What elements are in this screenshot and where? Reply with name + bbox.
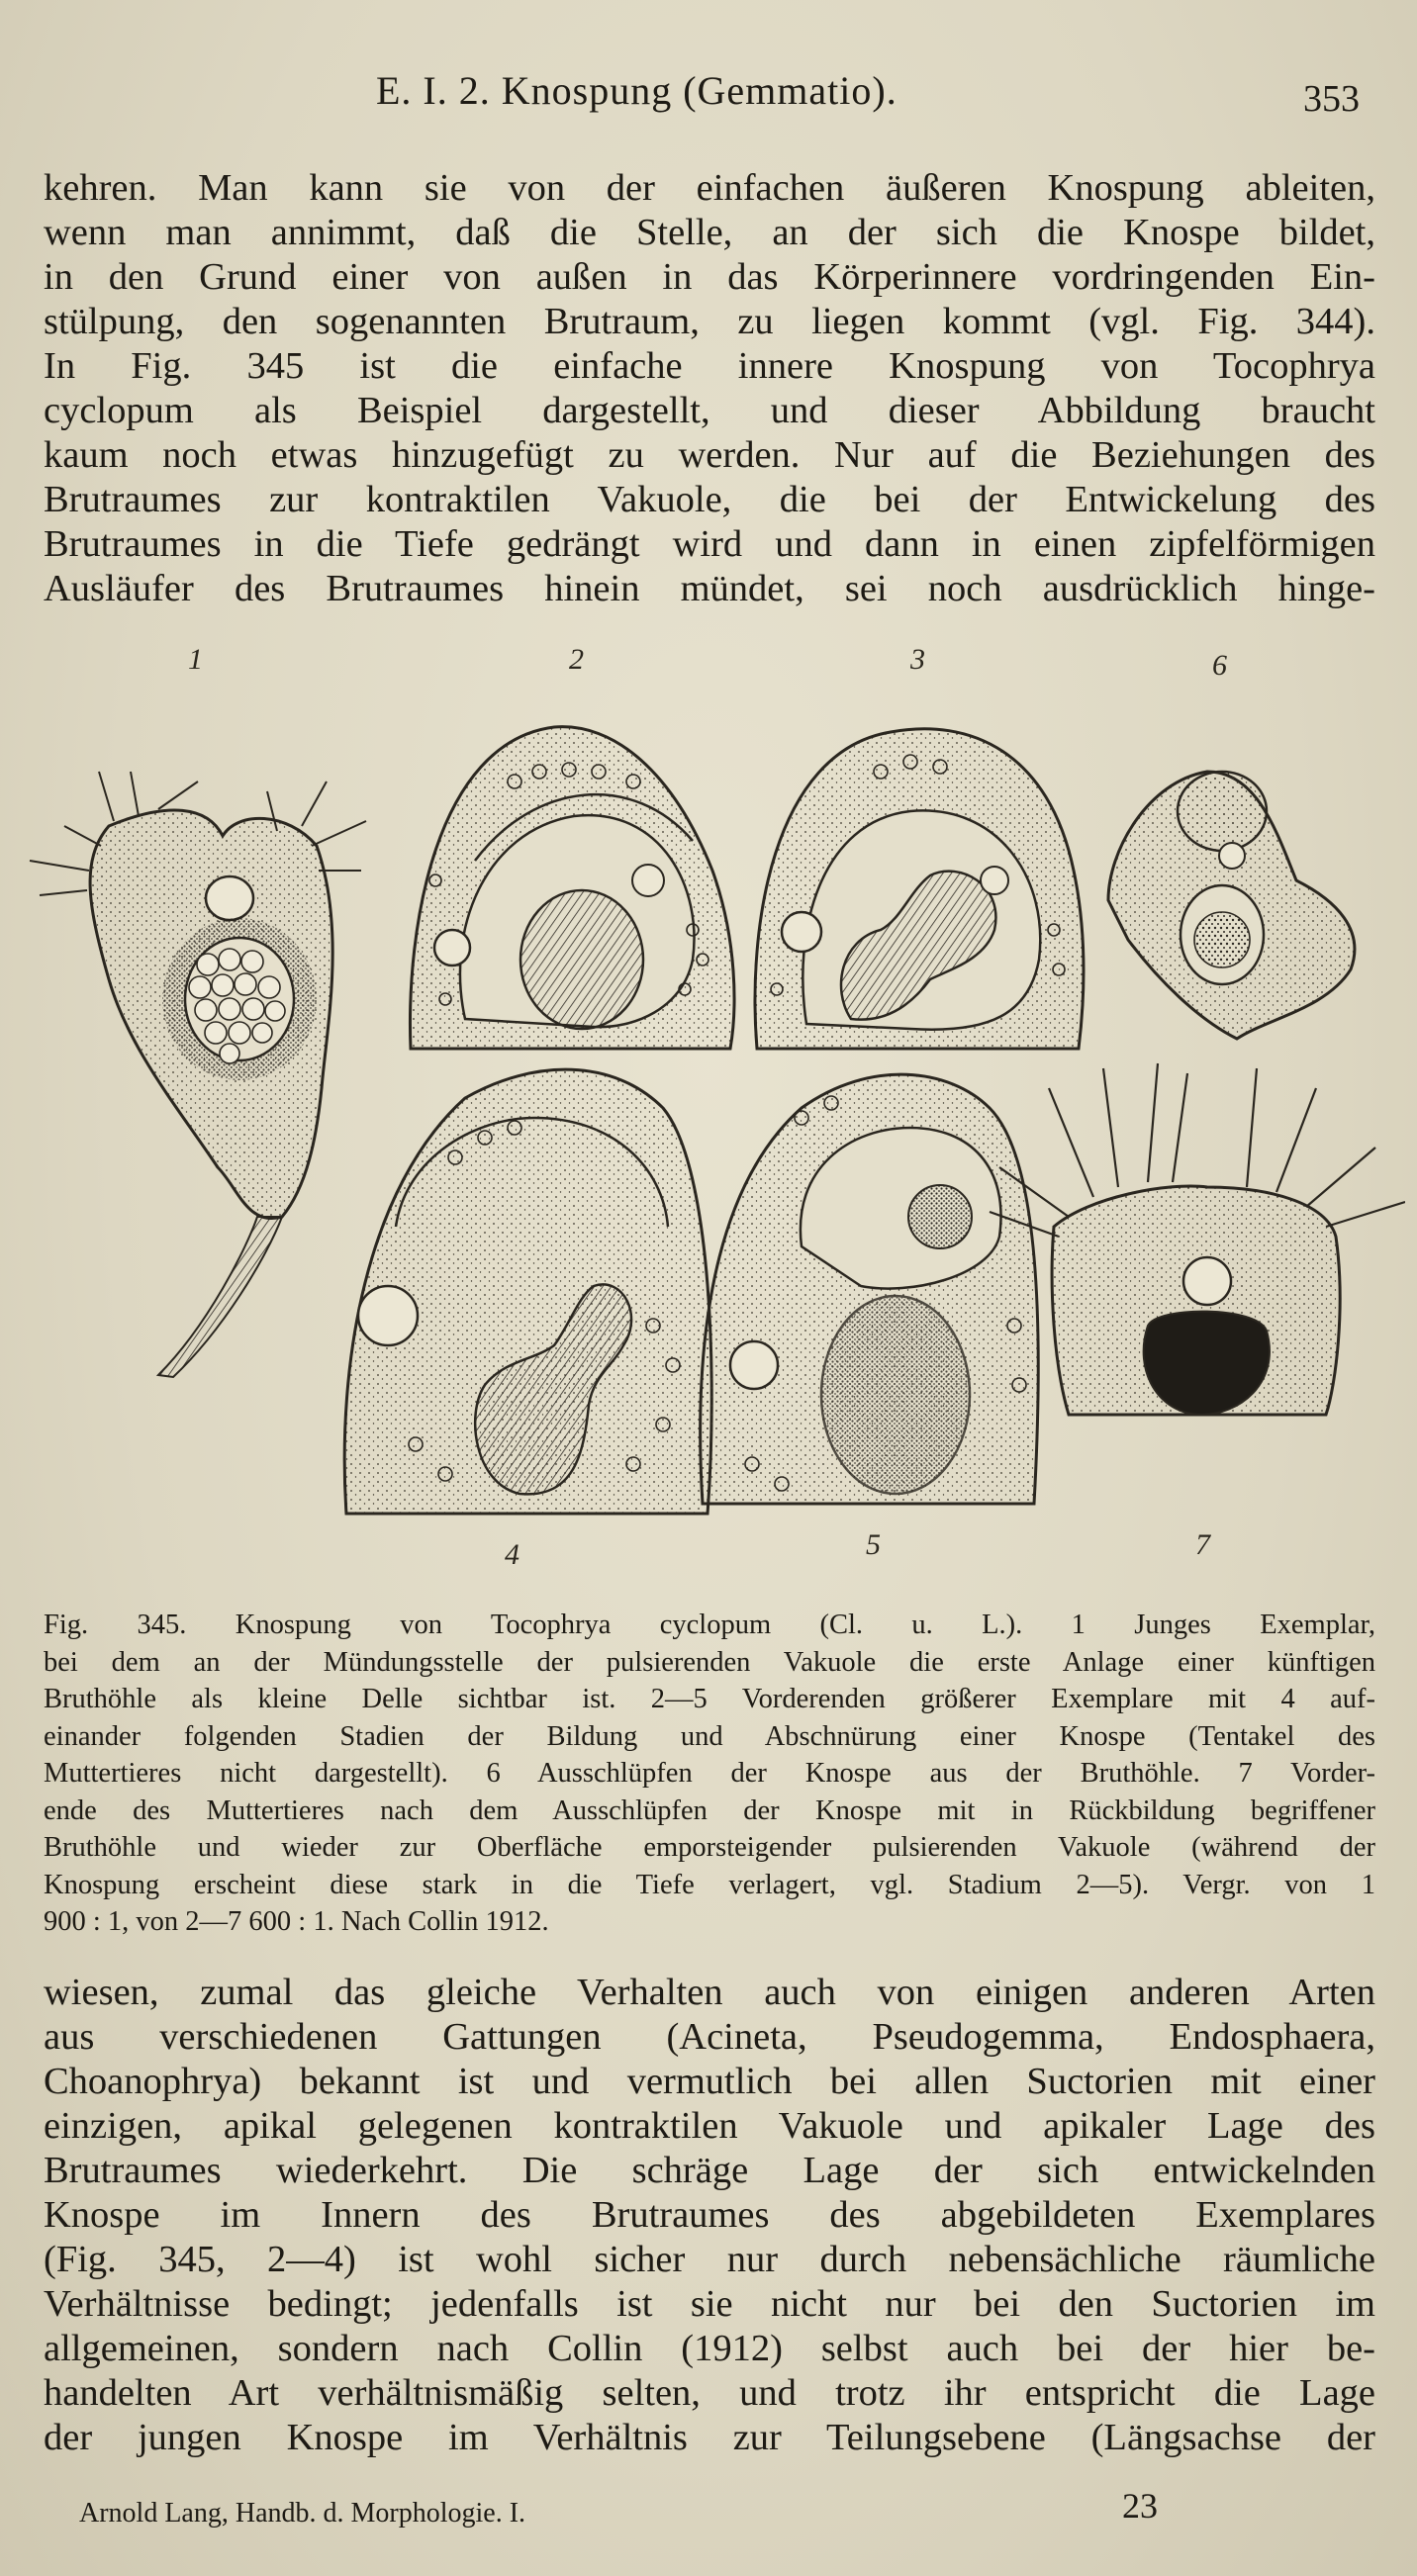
text-line: Choanophrya) bekannt ist und vermutlich bei allen Suctorien mit einer [44, 2061, 1375, 2102]
text-line: in den Grund einer von außen in das Körperinnere vordringenden Ein- [44, 256, 1375, 298]
text-line: Knospe im Innern des Brutraumes des abgebildeten Exemplares [44, 2194, 1375, 2236]
text-line: aus verschiedenen Gattungen (Acineta, Pseudogemma, Endosphaera, [44, 2016, 1375, 2058]
panel-5-drawing [701, 1074, 1039, 1504]
panel-number: 1 [188, 643, 203, 676]
panel-6-drawing [1108, 772, 1355, 1039]
panel-4-drawing [344, 1069, 711, 1514]
panel-1-drawing [30, 772, 366, 1377]
text-line: Brutraumes zur kontraktilen Vakuole, die bei der Entwickelung des [44, 479, 1375, 520]
text-line: kehren. Man kann sie von der einfachen äußeren Knospung ableiten, [44, 167, 1375, 209]
text-line: wenn man annimmt, daß die Stelle, an der sich die Knospe bildet, [44, 212, 1375, 253]
running-title: E. I. 2. Knospung (Gemmatio). [376, 68, 897, 113]
panel-number: 6 [1212, 649, 1227, 682]
text-line: Verhältnisse bedingt; jedenfalls ist sie nicht nur bei den Suctorien im [44, 2283, 1375, 2325]
caption-line: ende des Muttertieres nach dem Ausschlüpfen der Knospe mit in Rückbildung begriffener [44, 1794, 1375, 1826]
panel-7-drawing [990, 1063, 1405, 1415]
page-number: 353 [1303, 78, 1360, 120]
figure-345 [20, 633, 1405, 1583]
panel-3-drawing [755, 729, 1084, 1049]
text-line: cyclopum als Beispiel dargestellt, und dieser Abbildung braucht [44, 390, 1375, 431]
text-line: stülpung, den sogenannten Brutraum, zu liegen kommt (vgl. Fig. 344). [44, 301, 1375, 342]
caption-line: bei dem an der Mündungsstelle der pulsierenden Vakuole die erste Anlage einer künftigen [44, 1646, 1375, 1678]
figure-drawing [20, 633, 1405, 1583]
text-line: Brutraumes in die Tiefe gedrängt wird und dann in einen zipfelförmigen [44, 523, 1375, 565]
caption-line: Fig. 345. Knospung von Tocophrya cyclopum (Cl. u. L.). 1 Junges Exemplar, [44, 1610, 1375, 1640]
figure-caption [44, 1607, 1375, 1941]
text-line: kaum noch etwas hinzugefügt zu werden. Nur auf die Beziehungen des [44, 434, 1375, 476]
sheet-signature: 23 [1122, 2486, 1158, 2526]
bottom-paragraph [44, 1971, 1375, 2460]
text-line: Ausläufer des Brutraumes hinein mündet, sei noch ausdrücklich hinge- [44, 568, 1375, 609]
panel-number: 3 [910, 643, 925, 676]
panel-number: 2 [569, 643, 584, 676]
panel-number: 4 [505, 1538, 520, 1571]
text-line: In Fig. 345 ist die einfache innere Knospung von Tocophrya [44, 345, 1375, 387]
caption-line: 900 : 1, von 2—7 600 : 1. Nach Collin 1912. [44, 1906, 549, 1937]
caption-line: einander folgenden Stadien der Bildung und Abschnürung einer Knospe (Tentakel des [44, 1720, 1375, 1752]
caption-line: Muttertieres nicht dargestellt). 6 Ausschlüpfen der Knospe aus der Bruthöhle. 7 Vorder- [44, 1758, 1375, 1789]
panel-2-drawing [410, 727, 734, 1049]
running-header [0, 59, 1417, 119]
text-line: handelten Art verhältnismäßig selten, und trotz ihr entspricht die Lage [44, 2372, 1375, 2414]
caption-line: Bruthöhle und wieder zur Oberfläche emporsteigender pulsierenden Vakuole (während der [44, 1832, 1375, 1863]
text-line: allgemeinen, sondern nach Collin (1912) selbst auch bei der hier be- [44, 2328, 1375, 2369]
top-paragraph [44, 166, 1375, 611]
caption-line: Bruthöhle als kleine Delle sichtbar ist. 2—5 Vorderenden größerer Exemplare mit 4 auf- [44, 1684, 1375, 1714]
text-line: der jungen Knospe im Verhältnis zur Teilungsebene (Längsachse der [44, 2417, 1375, 2458]
caption-line: Knospung erscheint diese stark in die Tiefe verlagert, vgl. Stadium 2—5). Vergr. von 1 [44, 1869, 1375, 1900]
text-line: (Fig. 345, 2—4) ist wohl sicher nur durch nebensächliche räumliche [44, 2239, 1375, 2280]
text-line: wiesen, zumal das gleiche Verhalten auch von einigen anderen Arten [44, 1972, 1375, 2013]
text-line: Brutraumes wiederkehrt. Die schräge Lage der sich entwickelnden [44, 2150, 1375, 2191]
panel-number: 5 [866, 1528, 881, 1561]
footer-citation: Arnold Lang, Handb. d. Morphologie. I. [79, 2498, 526, 2529]
text-line: einzigen, apikal gelegenen kontraktilen Vakuole und apikaler Lage des [44, 2105, 1375, 2147]
panel-number: 7 [1195, 1528, 1210, 1561]
